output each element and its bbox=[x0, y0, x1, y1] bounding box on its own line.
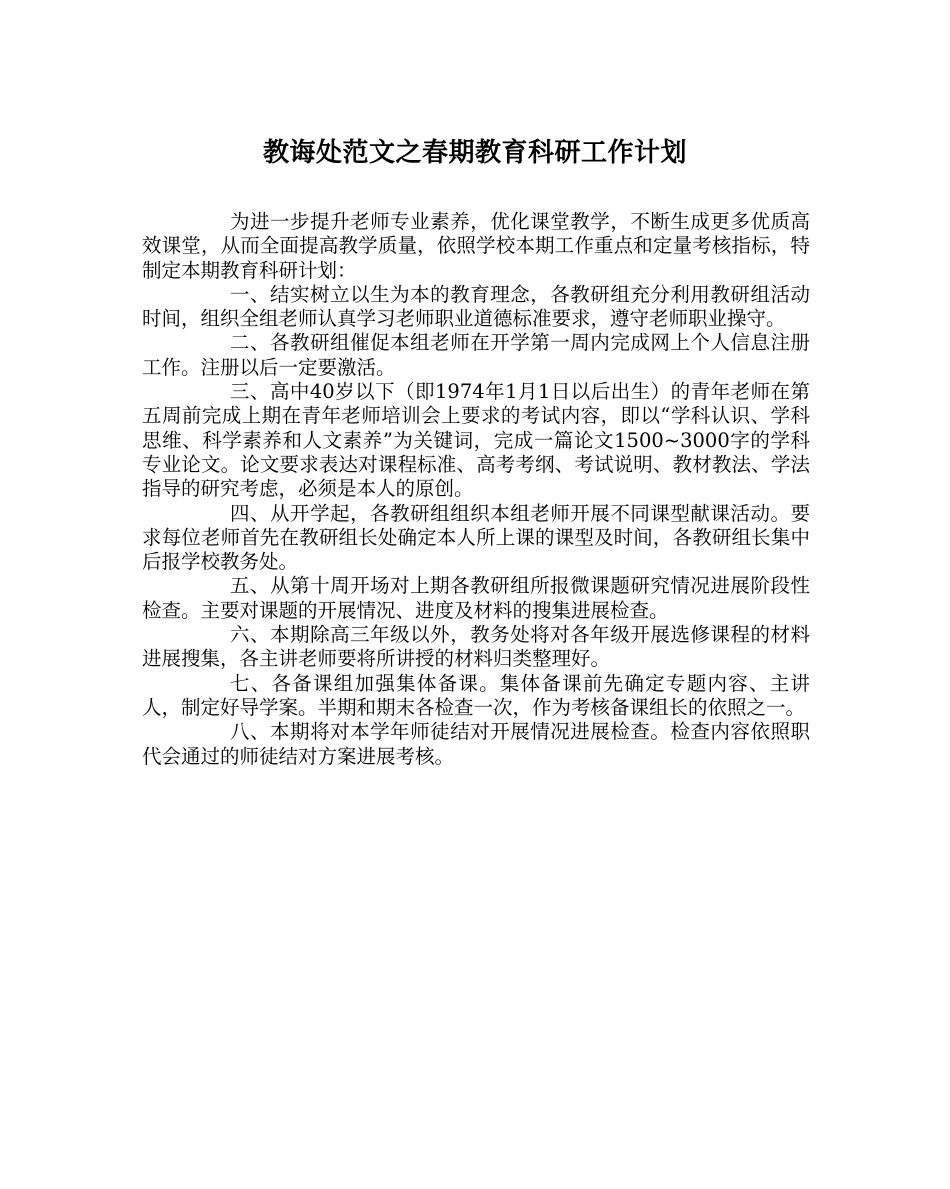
document-title: 教诲处范文之春期教育科研工作计划 bbox=[262, 138, 687, 168]
paragraph-item-5: 五、从第十周开场对上期各教研组所报微课题研究情况进展阶段性检查。主要对课题的开展情况、进度及材料的搜集进展检查。 bbox=[142, 574, 810, 622]
paragraph-item-8: 八、本期将对本学年师徒结对开展情况进展检查。检查内容依照职代会通过的师徒结对方案进展考核。 bbox=[142, 720, 810, 768]
paragraph-item-6: 六、本期除高三年级以外，教务处将对各年级开展选修课程的材料进展搜集，各主讲老师要将所讲授的材料归类整理好。 bbox=[142, 623, 810, 671]
document-body bbox=[142, 210, 810, 769]
paragraph-intro: 为进一步提升老师专业素养，优化课堂教学，不断生成更多优质高效课堂，从而全面提高教学质量，依照学校本期工作重点和定量考核指标，特制定本期教育科研计划： bbox=[142, 210, 810, 282]
paragraph-item-7: 七、各备课组加强集体备课。集体备课前先确定专题内容、主讲人，制定好导学案。半期和期末各检查一次，作为考核备课组长的依照之一。 bbox=[142, 671, 810, 719]
paragraph-item-4: 四、从开学起，各教研组组织本组老师开展不同课型献课活动。要求每位老师首先在教研组长处确定本人所上课的课型及时间，各教研组长集中后报学校教务处。 bbox=[142, 501, 810, 574]
paragraph-item-1: 一、结实树立以生为本的教育理念，各教研组充分利用教研组活动时间，组织全组老师认真学习老师职业道德标准要求，遵守老师职业操守。 bbox=[142, 282, 810, 331]
paragraph-item-3: 三、高中40岁以下（即1974年1月1日以后出生）的青年老师在第五周前完成上期在青年老师培训会上要求的考试内容，即以“学科认识、学科思维、科学素养和人文素养”为关键词，完成一篇论文1500~3000字的学科专业论文。论文要求表达对课程标准、高考考纲、考试说明、教材教法、学法指导的研究考虑，必须是本人的原创。 bbox=[142, 380, 810, 501]
paragraph-item-2: 二、各教研组催促本组老师在开学第一周内完成网上个人信息注册工作。注册以后一定要激活。 bbox=[142, 331, 810, 379]
